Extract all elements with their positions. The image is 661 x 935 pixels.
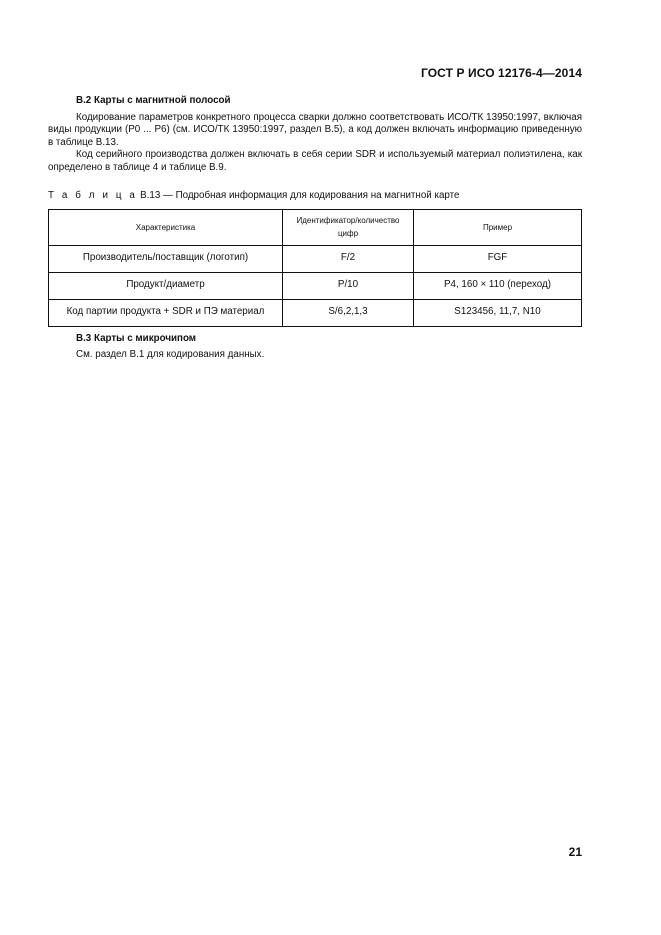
page-content (48, 95, 582, 362)
table-cell-example: FGF (414, 245, 582, 272)
table-row (49, 299, 582, 326)
page-number: 21 (568, 845, 582, 859)
section-b2-heading: В.2 Карты с магнитной полосой (76, 95, 231, 106)
table-cell-example: S123456, 11,7, N10 (414, 299, 582, 326)
table-cell-characteristic: Код партии продукта + SDR и ПЭ материал (49, 299, 283, 326)
table-caption-text: В.13 — Подробная информация для кодирования на магнитной карте (140, 190, 460, 201)
table-row (49, 245, 582, 272)
section-b3-paragraph: См. раздел В.1 для кодирования данных. (76, 349, 265, 360)
table-header-row (49, 209, 582, 245)
header-example: Пример (414, 209, 582, 245)
coding-table (48, 209, 582, 327)
table-caption (48, 190, 582, 203)
table-caption-label: Т а б л и ц а (48, 190, 138, 201)
table-cell-identifier: F/2 (283, 245, 414, 272)
table-cell-example: P4, 160 × 110 (переход) (414, 272, 582, 299)
header-characteristic: Характеристика (49, 209, 283, 245)
table-cell-characteristic: Продукт/диаметр (49, 272, 283, 299)
standard-code: ГОСТ Р ИСО 12176-4—2014 (420, 66, 582, 80)
header-identifier: Идентификатор/количество цифр (283, 209, 414, 245)
table-cell-identifier: P/10 (283, 272, 414, 299)
table-cell-identifier: S/6,2,1,3 (283, 299, 414, 326)
section-b2-paragraph-2: Код серийного производства должен включать в себя серии SDR и используемый материал полиэтилена, как определено в таблице 4 и таблице В.9. (48, 149, 582, 173)
section-b2-paragraph-1: Кодирование параметров конкретного процесса сварки должно соответствовать ИСО/ТК 13950:1997, включая виды продукции (Р0 ... Р6) (см. ИСО/ТК 13950:1997, раздел В.5), а код должен включать информацию приведенную в таблице В.13. (48, 111, 582, 148)
table-cell-characteristic: Производитель/поставщик (логотип) (49, 245, 283, 272)
section-b3-heading: В.3 Карты с микрочипом (76, 332, 197, 344)
table-row (49, 272, 582, 299)
